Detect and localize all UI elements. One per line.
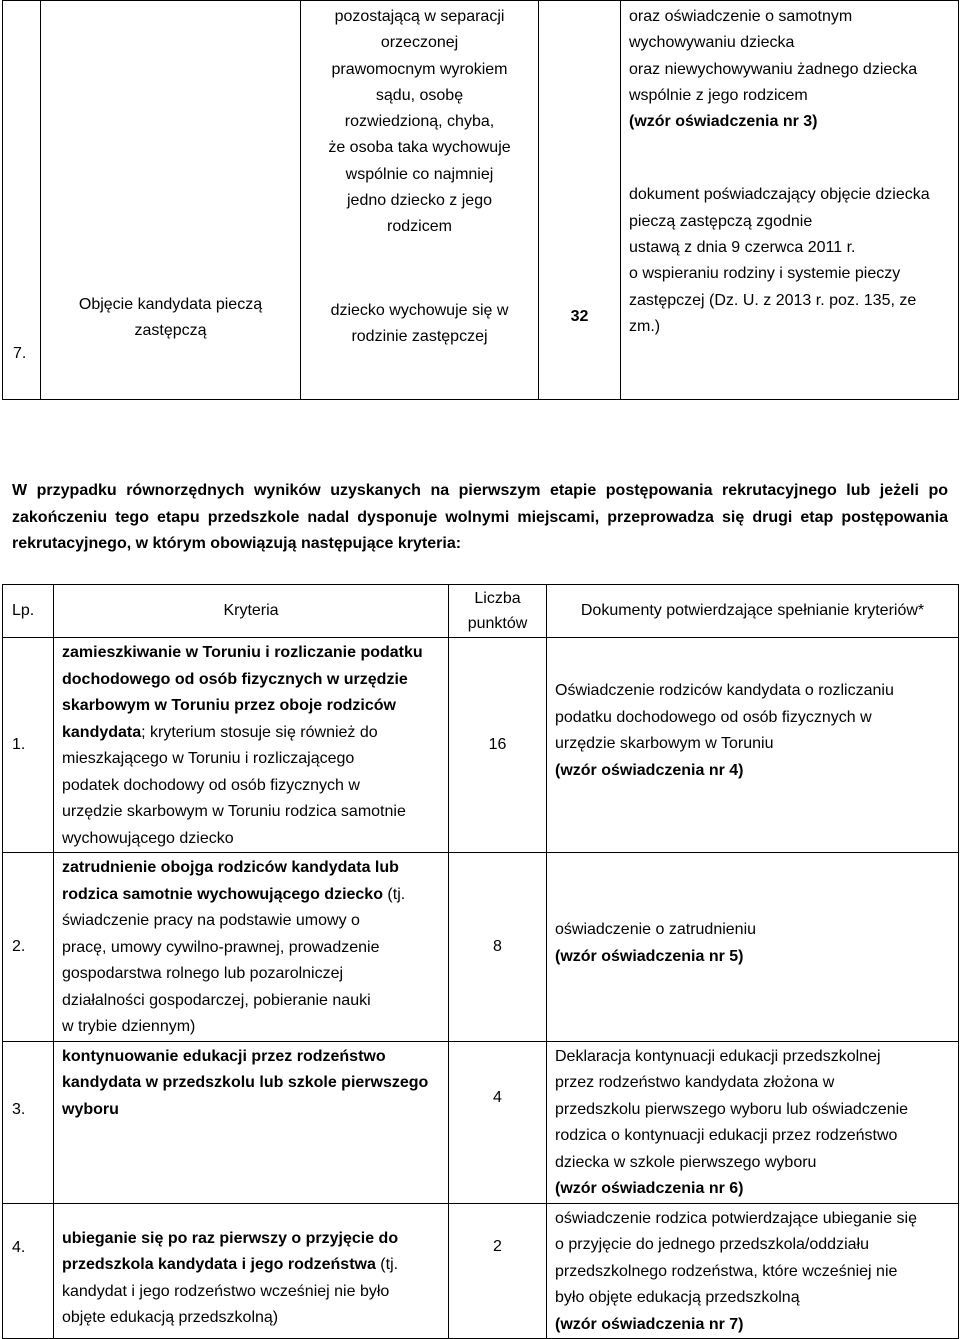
- text-line: dziecko wychowuje się w: [330, 301, 509, 319]
- text-line: rodzica o kontynuacji edukacji przez rodzeństwo: [555, 1127, 898, 1144]
- text-line: przedszkola kandydata i jego rodzeństwa (tj.: [62, 1256, 399, 1273]
- text-line: świadczenie pracy na podstawie umowy o: [62, 912, 360, 929]
- text-line: że osoba taka wychowuje: [328, 139, 511, 157]
- text-line: urzędzie skarbowym w Toruniu rodzica samotnie: [62, 803, 406, 820]
- text-line: zastępczej (Dz. U. z 2013 r. poz. 135, ze: [629, 291, 917, 309]
- criterion-description: [54, 1041, 449, 1203]
- text-line: dokument poświadczający objęcie dziecka: [629, 186, 930, 204]
- text-line: objęte edukacją przedszkolną): [62, 1309, 279, 1326]
- text-line: oraz oświadczenie o samotnym: [629, 8, 853, 25]
- text-line: wychowującego dziecko: [62, 829, 234, 847]
- text-line: o wspieraniu rodziny i systemie pieczy: [629, 265, 901, 283]
- criterion-documents: [547, 853, 959, 1042]
- row-number: 3.: [3, 1041, 54, 1203]
- text-line: rodzinie zastępczej: [351, 327, 488, 345]
- text-line: przedszkolnego rodzeństwa, które wcześniej nie: [555, 1262, 898, 1280]
- text-line: o przyjęcie do jednego przedszkola/oddziału: [555, 1236, 869, 1253]
- criterion-points: 4: [449, 1041, 547, 1203]
- criterion-documents: [547, 1203, 959, 1339]
- text-line: jedno dziecko z jego: [347, 192, 492, 210]
- row-number: 1.: [3, 638, 54, 853]
- text-line: kandydata; kryterium stosuje się również do: [62, 723, 378, 741]
- text-line: podatku dochodowego od osób fizycznych w: [555, 708, 872, 726]
- criterion-description: [54, 638, 449, 853]
- table-header-row: [3, 585, 959, 638]
- row-number: 7.: [3, 1, 41, 400]
- text-line: ustawą z dnia 9 czerwca 2011 r.: [629, 239, 856, 257]
- text-line: pozostającą w separacji: [334, 8, 505, 25]
- text-line: podatek dochodowy od osób fizycznych w: [62, 776, 360, 794]
- header-points: Liczba punktów: [449, 585, 547, 638]
- criterion-documents: [547, 638, 959, 853]
- text-line: oświadczenie o zatrudnieniu: [555, 921, 757, 938]
- text-line: działalności gospodarczej, pobieranie nauki: [62, 991, 371, 1009]
- row-number: 4.: [3, 1203, 54, 1339]
- table-row: [3, 1041, 959, 1203]
- text-line: wyboru: [62, 1100, 119, 1118]
- text-line: prawomocnym wyrokiem: [331, 60, 508, 78]
- document-template-ref: (wzór oświadczenia nr 3): [629, 113, 818, 131]
- text-line: przez rodzeństwo kandydata złożona w: [555, 1074, 835, 1091]
- text-line: mieszkającego w Toruniu i rozliczającego: [62, 750, 355, 767]
- document-template-ref: (wzór oświadczenia nr 6): [555, 1180, 744, 1197]
- header-lp: Lp.: [3, 585, 54, 638]
- text-line: wspólnie co najmniej: [345, 165, 494, 183]
- criterion-documents: [547, 1041, 959, 1203]
- text-line: oraz niewychowywaniu żadnego dziecka: [629, 60, 918, 78]
- document-template-ref: (wzór oświadczenia nr 7): [555, 1315, 744, 1333]
- text-line: kontynuowanie edukacji przez rodzeństwo: [62, 1047, 386, 1065]
- text-line: rozwiedzioną, chyba,: [344, 113, 495, 131]
- text-line: przedszkolu pierwszego wyboru lub oświadczenie: [555, 1100, 909, 1118]
- text-line: gospodarstwa rolnego lub pozarolniczej: [62, 965, 344, 982]
- table-row: [3, 1203, 959, 1339]
- document-template-ref: (wzór oświadczenia nr 4): [555, 761, 744, 779]
- intro-paragraph: W przypadku równorzędnych wyników uzyskanych na pierwszym etapie postępowania rekrutacyjnego lub jeżeli po zakończeniu tego etapu przedszkole nadal dysponuje wolnymi miejscami, przeprowadza się drugi etap postępowania rekrutacyjnego, w którym obowiązują następujące kryteria:: [12, 482, 948, 552]
- text-line: dziecka w szkole pierwszego wyboru: [555, 1153, 817, 1171]
- document-template-ref: (wzór oświadczenia nr 5): [555, 947, 744, 965]
- criterion-points: 2: [449, 1203, 547, 1339]
- table-row: [3, 638, 959, 853]
- text-line: orzeczonej: [380, 34, 459, 52]
- text-line: kandydata w przedszkolu lub szkole pierwszego: [62, 1074, 429, 1091]
- criterion-points: 8: [449, 853, 547, 1042]
- criteria-table-part2: [2, 584, 959, 1339]
- header-criteria: Kryteria: [54, 585, 449, 638]
- text-line: sądu, osobę: [375, 86, 464, 104]
- text-line: zatrudnienie obojga rodziców kandydata lub: [62, 859, 399, 876]
- header-documents: Dokumenty potwierdzające spełnianie kryteriów*: [547, 585, 959, 638]
- text-line: dochodowego od osób fizycznych w urzędzie: [62, 670, 408, 688]
- criterion-points: 32: [539, 1, 621, 400]
- text-line: kandydat i jego rodzeństwo wcześniej nie było: [62, 1282, 390, 1300]
- text-line: pracę, umowy cywilno-prawnej, prowadzenie: [62, 938, 380, 956]
- table-row: [3, 853, 959, 1042]
- text-line: Oświadczenie rodziców kandydata o rozliczaniu: [555, 682, 894, 699]
- text-line: wychowywaniu dziecka: [629, 34, 795, 52]
- text-line: ubieganie się po raz pierwszy o przyjęcie do: [62, 1229, 399, 1247]
- text-line: zamieszkiwanie w Toruniu i rozliczanie podatku: [62, 644, 423, 661]
- text-line: wspólnie z jego rodzicem: [629, 86, 808, 104]
- criterion-description: [54, 853, 449, 1042]
- criterion-points: 16: [449, 638, 547, 853]
- text-line: oświadczenie rodzica potwierdzające ubieganie się: [555, 1209, 917, 1227]
- text-line: rodzica samotnie wychowującego dziecko (tj.: [62, 885, 406, 903]
- text-line: Deklaracja kontynuacji edukacji przedszkolnej: [555, 1047, 881, 1065]
- text-line: rodzicem: [387, 218, 452, 236]
- text-line: w trybie dziennym): [62, 1018, 196, 1035]
- text-line: pieczą zastępczą zgodnie: [629, 212, 813, 230]
- criterion-condition: [301, 1, 539, 400]
- criterion-description: [54, 1203, 449, 1339]
- criteria-table-part1: [2, 0, 959, 400]
- text-line: skarbowym w Toruniu przez oboje rodziców: [62, 697, 396, 714]
- row-number: 2.: [3, 853, 54, 1042]
- criterion-name: Objęcie kandydata pieczą zastępczą: [41, 1, 301, 400]
- criterion-documents: [621, 1, 959, 400]
- table-row: [3, 1, 959, 400]
- text-line: urzędzie skarbowym w Toruniu: [555, 735, 774, 752]
- text-line: zm.): [629, 317, 661, 335]
- text-line: było objęte edukacją przedszkolną: [555, 1289, 800, 1306]
